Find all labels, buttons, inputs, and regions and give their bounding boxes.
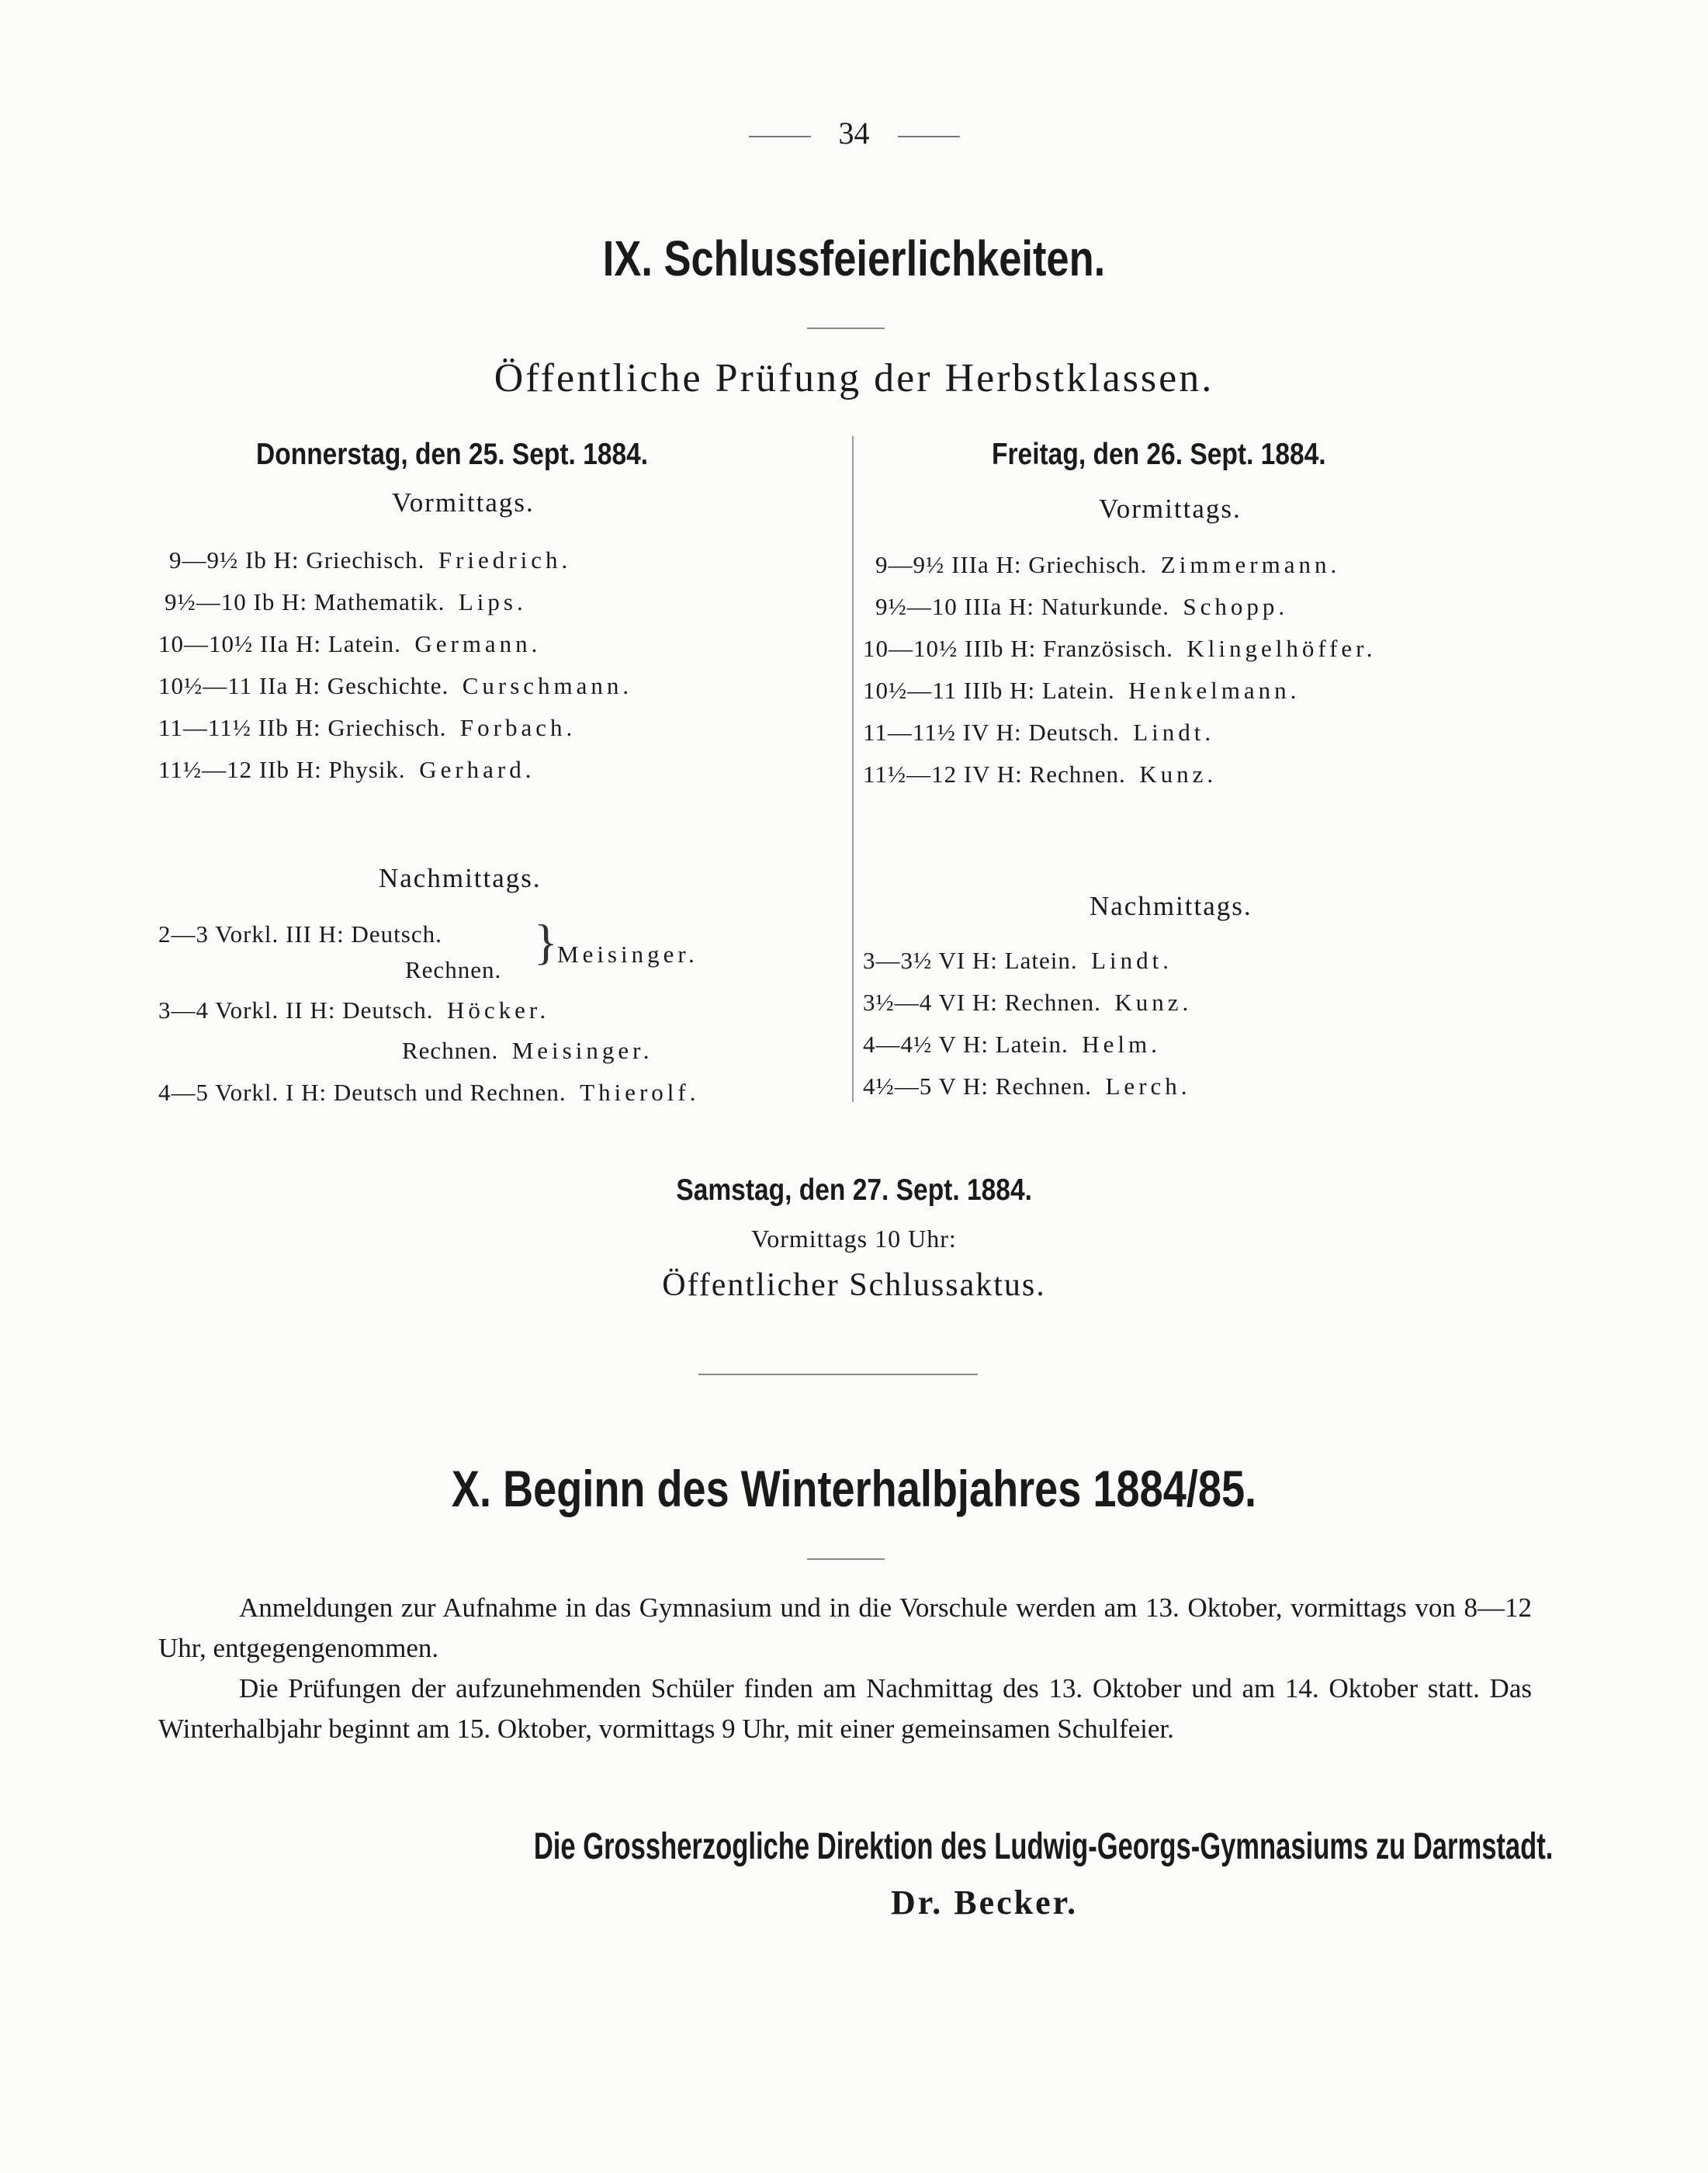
- class: Ib H:: [253, 588, 308, 615]
- time: 9—9½: [169, 546, 239, 574]
- teacher: Zimmermann.: [1160, 551, 1341, 578]
- thursday-morning-row: [158, 714, 576, 742]
- subject: Französisch.: [1042, 635, 1173, 662]
- subject: Deutsch.: [351, 920, 442, 948]
- class: IIIb H:: [965, 635, 1037, 662]
- class: IIIa H:: [951, 551, 1022, 578]
- thursday-afternoon-row1-teacher: Meisinger.: [557, 941, 698, 968]
- class: IIIa H:: [964, 593, 1034, 620]
- subject: Latein.: [327, 630, 401, 657]
- teacher: Kunz.: [1114, 989, 1193, 1016]
- subject: Latein.: [1041, 677, 1115, 704]
- time: 3—4: [158, 996, 209, 1024]
- divider: [807, 1558, 885, 1560]
- time: 3½—4: [863, 989, 933, 1016]
- thursday-morning-row: [158, 672, 632, 700]
- teacher: Curschmann.: [462, 672, 633, 699]
- time: 11½—12: [158, 756, 253, 783]
- subject: Griechisch.: [306, 546, 425, 574]
- page-number-left-dash: [749, 136, 811, 137]
- page-number-text: 34: [838, 116, 870, 151]
- time: 10½—11: [863, 677, 958, 704]
- time: 10—10½: [863, 635, 958, 662]
- saturday-time: Vormittags 10 Uhr:: [751, 1225, 957, 1253]
- saturday-heading: Samstag, den 27. Sept. 1884.: [676, 1173, 1032, 1207]
- subject: Deutsch.: [1028, 719, 1120, 746]
- subject: Geschichte.: [327, 672, 449, 699]
- subject: Physik.: [328, 756, 406, 783]
- thursday-afternoon-row3: [158, 1079, 699, 1107]
- thursday-afternoon-row2a: [158, 996, 549, 1024]
- section-9-subtitle: Öffentliche Prüfung der Herbstklassen.: [494, 356, 1214, 400]
- paragraph-registration: Anmeldungen zur Aufnahme in das Gymnasium und in die Vorschule werden am 13. Oktober, vormittags von 8—12 Uhr, entgegengenommen.: [158, 1592, 1532, 1663]
- friday-afternoon-row: [863, 1073, 1191, 1100]
- time: 10—10½: [158, 630, 254, 657]
- saturday-event: Öffentlicher Schlussaktus.: [662, 1267, 1046, 1303]
- thursday-morning-row: [158, 756, 535, 784]
- subject: Deutsch und Rechnen.: [333, 1079, 566, 1106]
- thursday-morning-row: [158, 630, 541, 658]
- class: Vorkl. II H:: [215, 996, 336, 1024]
- teacher: Lindt.: [1091, 947, 1173, 974]
- subject: Naturkunde.: [1041, 593, 1169, 620]
- class: Vorkl. III H:: [215, 920, 345, 948]
- friday-afternoon-row: [863, 947, 1173, 975]
- teacher: Forbach.: [459, 714, 577, 741]
- time: 11—11½: [863, 719, 956, 746]
- section-divider: [698, 1374, 978, 1375]
- class: V H:: [938, 1073, 989, 1100]
- class: IIa H:: [260, 630, 322, 657]
- friday-morning-row: [875, 551, 1340, 579]
- time: 11—11½: [158, 714, 251, 741]
- subject: Griechisch.: [327, 714, 447, 741]
- time: 4—5: [158, 1079, 209, 1106]
- page-number-right-dash: [898, 136, 960, 137]
- signature-name: Dr. Becker.: [891, 1884, 1079, 1922]
- subject: Rechnen.: [1029, 761, 1126, 788]
- class: IV H:: [963, 761, 1023, 788]
- friday-morning-row: [863, 677, 1300, 705]
- class: VI H:: [938, 947, 998, 974]
- subject: Rechnen.: [995, 1073, 1092, 1100]
- friday-afternoon-label: Nachmittags.: [1090, 891, 1252, 921]
- divider: [807, 328, 885, 329]
- friday-morning-row: [863, 635, 1377, 663]
- thursday-morning-row: [169, 546, 571, 574]
- column-divider: [852, 436, 854, 1102]
- friday-heading: Freitag, den 26. Sept. 1884.: [992, 438, 1326, 471]
- class: IV H:: [962, 719, 1022, 746]
- class: Ib H:: [245, 546, 300, 574]
- time: 9½—10: [165, 588, 247, 615]
- thursday-heading: Donnerstag, den 25. Sept. 1884.: [256, 438, 649, 471]
- class: IIa H:: [258, 672, 321, 699]
- subject: Mathematik.: [314, 588, 445, 615]
- time: 11½—12: [863, 761, 958, 788]
- thursday-afternoon-row1a: [158, 920, 442, 948]
- brace-glyph: }: [534, 914, 558, 969]
- subject: Rechnen.: [1004, 989, 1101, 1016]
- teacher: Höcker.: [447, 996, 550, 1024]
- subject: Latein.: [1004, 947, 1078, 974]
- thursday-morning-label: Vormittags.: [392, 487, 535, 518]
- teacher: Lindt.: [1133, 719, 1215, 746]
- teacher: Thierolf.: [580, 1079, 700, 1106]
- teacher: Friedrich.: [438, 546, 572, 574]
- class: IIIb H:: [963, 677, 1036, 704]
- friday-morning-row: [863, 761, 1217, 788]
- teacher: Klingelhöffer.: [1187, 635, 1377, 662]
- signature-institution: Die Grossherzogliche Direktion des Ludwig-Georgs-Gymnasiums zu Darmstadt.: [533, 1826, 1553, 1867]
- friday-afternoon-row: [863, 989, 1192, 1017]
- teacher: Kunz.: [1139, 761, 1218, 788]
- time: 4—4½: [863, 1031, 933, 1058]
- teacher: Henkelmann.: [1128, 677, 1301, 704]
- teacher: Schopp.: [1183, 593, 1289, 620]
- time: 9—9½: [875, 551, 945, 578]
- section-10-title: X. Beginn des Winterhalbjahres 1884/85.: [451, 1460, 1257, 1517]
- saturday-heading-wrap: [0, 1173, 1708, 1208]
- time: 10½—11: [158, 672, 253, 699]
- thursday-afternoon-row1b: Rechnen.: [405, 956, 502, 983]
- subject: Rechnen.: [402, 1037, 499, 1064]
- friday-afternoon-row: [863, 1031, 1161, 1059]
- subject: Griechisch.: [1028, 551, 1148, 578]
- thursday-afternoon-label: Nachmittags.: [379, 863, 542, 893]
- teacher: Germann.: [414, 630, 542, 657]
- subject: Latein.: [995, 1031, 1069, 1058]
- section-9-title: IX. Schlussfeierlichkeiten.: [602, 230, 1106, 286]
- page-number: [0, 115, 1708, 151]
- class: IIb H:: [258, 714, 321, 741]
- thursday-morning-row: [165, 588, 527, 616]
- class: IIb H:: [258, 756, 322, 783]
- thursday-afternoon-row2b: [402, 1037, 653, 1065]
- friday-morning-row: [863, 719, 1214, 747]
- time: 3—3½: [863, 947, 933, 974]
- friday-morning-row: [875, 593, 1288, 621]
- subject: Deutsch.: [342, 996, 434, 1024]
- teacher: Helm.: [1082, 1031, 1161, 1058]
- time: 4½—5: [863, 1073, 933, 1100]
- teacher: Gerhard.: [419, 756, 535, 783]
- teacher: Lips.: [458, 588, 527, 615]
- time: 9½—10: [875, 593, 958, 620]
- class: V H:: [938, 1031, 989, 1058]
- friday-morning-label: Vormittags.: [1099, 494, 1242, 524]
- teacher: Meisinger.: [511, 1037, 653, 1064]
- time: 2—3: [158, 920, 209, 948]
- class: Vorkl. I H:: [215, 1079, 327, 1106]
- paragraph-exams: Die Prüfungen der aufzunehmenden Schüler finden am Nachmittag des 13. Oktober und am 14. Oktober statt. Das Winterhalbjahr beginnt am 15. Oktober, vormittags 9 Uhr, mit einer gemeinsamen Schulfeier.: [158, 1673, 1532, 1744]
- teacher: Lerch.: [1105, 1073, 1191, 1100]
- class: VI H:: [938, 989, 998, 1016]
